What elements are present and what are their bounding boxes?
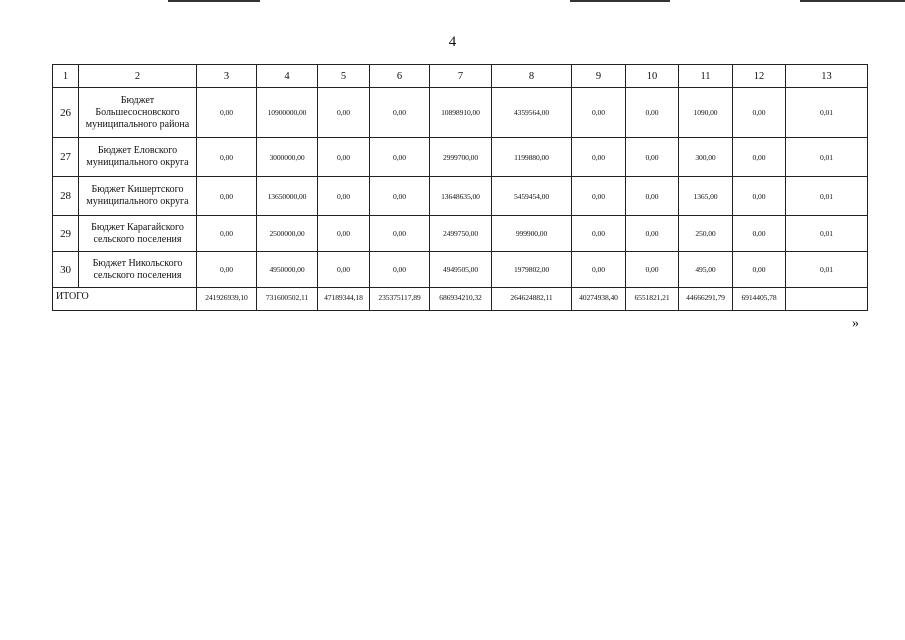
- header-row: [53, 65, 868, 88]
- row-name: Бюджет Кишертского муниципального округа: [79, 177, 197, 216]
- table-row: [53, 138, 868, 177]
- table-cell: 300,00: [679, 138, 733, 177]
- row-number: 29: [53, 216, 79, 252]
- table-cell: 495,00: [679, 252, 733, 288]
- table-cell: 0,00: [197, 216, 257, 252]
- table-cell: 0,00: [626, 252, 679, 288]
- table-cell: 4359564,00: [492, 88, 572, 138]
- column-header: 13: [786, 65, 868, 88]
- page-number: 4: [448, 34, 457, 50]
- total-cell: 6551821,21: [626, 288, 679, 311]
- table-row: [53, 177, 868, 216]
- table-cell: 0,00: [626, 138, 679, 177]
- total-cell: 264624882,11: [492, 288, 572, 311]
- total-row: [53, 288, 868, 311]
- table-cell: 0,00: [370, 138, 430, 177]
- table-cell: 1090,00: [679, 88, 733, 138]
- table-cell: 10900000,00: [257, 88, 318, 138]
- top-border-line-left: [168, 0, 260, 2]
- total-cell: 731600502,11: [257, 288, 318, 311]
- total-cell: 686934210,32: [430, 288, 492, 311]
- table-cell: 0,00: [370, 216, 430, 252]
- table-cell: 4949505,00: [430, 252, 492, 288]
- column-header: 10: [626, 65, 679, 88]
- table-row: [53, 88, 868, 138]
- total-cell: 44666291,79: [679, 288, 733, 311]
- row-number: 28: [53, 177, 79, 216]
- table-row: [53, 252, 868, 288]
- table-cell: 0,00: [572, 177, 626, 216]
- table-cell: 999900,00: [492, 216, 572, 252]
- table-cell: 1365,00: [679, 177, 733, 216]
- column-header: 4: [257, 65, 318, 88]
- row-name: Бюджет Никольского сельского поселения: [79, 252, 197, 288]
- table-cell: 2999700,00: [430, 138, 492, 177]
- table-cell: 0,00: [626, 177, 679, 216]
- table-cell: 0,00: [733, 138, 786, 177]
- table-cell: 0,00: [197, 138, 257, 177]
- table-cell: 0,00: [318, 138, 370, 177]
- table-cell: 0,00: [370, 177, 430, 216]
- closing-quote: »: [852, 316, 859, 331]
- table-cell: 0,00: [370, 88, 430, 138]
- total-cell: 47189344,18: [318, 288, 370, 311]
- table-cell: 0,00: [197, 177, 257, 216]
- table-cell: 3000000,00: [257, 138, 318, 177]
- table-row: [53, 216, 868, 252]
- column-header: 12: [733, 65, 786, 88]
- table-cell: 1199880,00: [492, 138, 572, 177]
- row-name: Бюджет Карагайского сельского поселения: [79, 216, 197, 252]
- row-number: 30: [53, 252, 79, 288]
- table-cell: 5459454,00: [492, 177, 572, 216]
- table-cell: 0,01: [786, 88, 868, 138]
- table-cell: 0,00: [318, 88, 370, 138]
- table-cell: 4950000,00: [257, 252, 318, 288]
- table-cell: 2500000,00: [257, 216, 318, 252]
- table-cell: 0,00: [572, 216, 626, 252]
- table-cell: 0,00: [572, 138, 626, 177]
- table-cell: 250,00: [679, 216, 733, 252]
- total-cell: 6914405,78: [733, 288, 786, 311]
- table-cell: 0,00: [318, 216, 370, 252]
- table-cell: 13648635,00: [430, 177, 492, 216]
- column-header: 8: [492, 65, 572, 88]
- table-cell: 0,00: [318, 177, 370, 216]
- total-cell: 40274938,40: [572, 288, 626, 311]
- table-cell: 10898910,00: [430, 88, 492, 138]
- column-header: 9: [572, 65, 626, 88]
- top-border-line-far-right: [800, 0, 905, 2]
- table-cell: 0,00: [572, 252, 626, 288]
- table-cell: 13650000,00: [257, 177, 318, 216]
- column-header: 5: [318, 65, 370, 88]
- row-name: Бюджет Большесосновского муниципального района: [79, 88, 197, 138]
- table-cell: 0,00: [370, 252, 430, 288]
- total-cell: 241926939,10: [197, 288, 257, 311]
- table-cell: 0,01: [786, 216, 868, 252]
- table-cell: 1979802,00: [492, 252, 572, 288]
- row-number: 26: [53, 88, 79, 138]
- table-cell: 0,00: [197, 252, 257, 288]
- column-header: 6: [370, 65, 430, 88]
- column-header: 7: [430, 65, 492, 88]
- table-cell: 0,00: [733, 177, 786, 216]
- table-cell: 0,00: [572, 88, 626, 138]
- column-header: 11: [679, 65, 733, 88]
- table-cell: 0,01: [786, 252, 868, 288]
- table-cell: 0,00: [318, 252, 370, 288]
- table-cell: 0,00: [626, 216, 679, 252]
- top-border-line-right: [570, 0, 670, 2]
- table-cell: 0,00: [626, 88, 679, 138]
- total-cell: 235375117,89: [370, 288, 430, 311]
- table-cell: 0,01: [786, 177, 868, 216]
- table-cell: 0,00: [733, 216, 786, 252]
- budget-table: [52, 64, 868, 311]
- table-cell: 0,00: [197, 88, 257, 138]
- table-cell: 0,00: [733, 252, 786, 288]
- total-label: ИТОГО: [53, 288, 197, 311]
- table-cell: 2499750,00: [430, 216, 492, 252]
- row-name: Бюджет Еловского муниципального округа: [79, 138, 197, 177]
- column-header: 3: [197, 65, 257, 88]
- table-cell: 0,00: [733, 88, 786, 138]
- column-header: 2: [79, 65, 197, 88]
- column-header: 1: [53, 65, 79, 88]
- row-number: 27: [53, 138, 79, 177]
- table-cell: 0,01: [786, 138, 868, 177]
- total-cell: [786, 288, 868, 311]
